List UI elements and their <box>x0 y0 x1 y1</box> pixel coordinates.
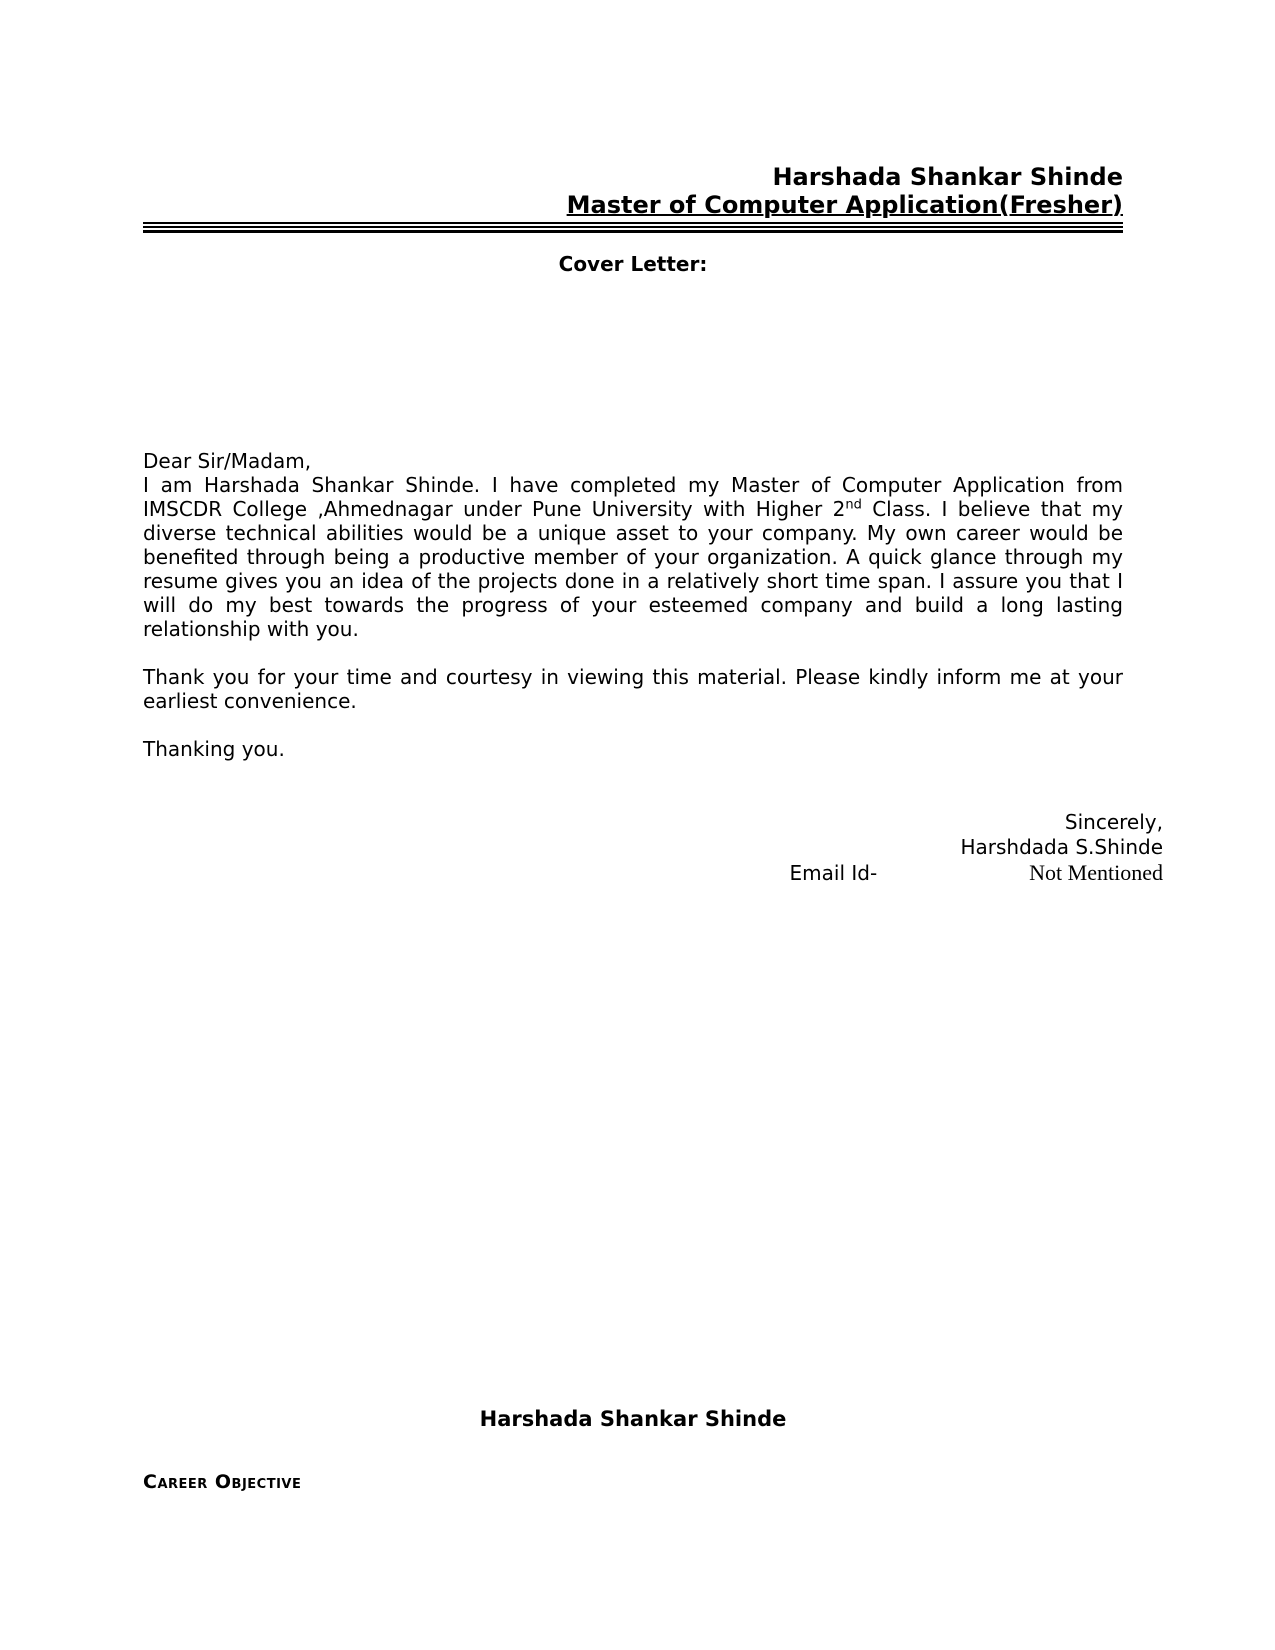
footer-name: Harshada Shankar Shinde <box>479 1407 787 1431</box>
document-header <box>143 163 1123 219</box>
intro-paragraph-text: Class. I believe that my diverse technical abilities would be a unique asset to your company. My own career would be benefited through being a productive member of your organization. A quick glance through my resume gives you an idea of the projects done in a relatively short time span. I assure you that I will do my best towards the progress of your esteemed company and build a long lasting relationship with you. <box>143 497 1123 641</box>
intro-paragraph <box>143 473 1123 641</box>
signature-block <box>143 810 1163 886</box>
email-value: Not Mentioned <box>1029 860 1163 885</box>
header-rule-line <box>143 226 1123 228</box>
closing-line: Thanking you. <box>143 737 285 761</box>
header-subtitle-text: Master of Computer Application(Fresher) <box>566 191 1123 219</box>
header-rule-line <box>143 230 1123 233</box>
header-name: Harshada Shankar Shinde <box>772 163 1123 191</box>
ordinal-superscript: nd <box>845 497 862 513</box>
thank-you-paragraph: Thank you for your time and courtesy in viewing this material. Please kindly inform me at your earliest convenience. <box>143 665 1123 713</box>
email-label: Email Id- <box>789 861 878 885</box>
intro-paragraph-text: I am Harshada Shankar Shinde. I have completed my Master of Computer Application from IMSCDR College ,Ahmednagar under Pune University with Higher 2 <box>143 473 1123 521</box>
header-rule <box>143 222 1123 233</box>
career-objective-heading: Career Objective <box>143 1471 302 1493</box>
email-line <box>143 860 1163 886</box>
salutation-line: Dear Sir/Madam, <box>143 449 312 473</box>
signature-name: Harshdada S.Shinde <box>960 835 1163 859</box>
cover-letter-heading: Cover Letter: <box>558 252 708 276</box>
header-rule-line <box>143 222 1123 224</box>
header-subtitle <box>143 191 1123 219</box>
signature-sincerely: Sincerely, <box>1064 810 1163 834</box>
